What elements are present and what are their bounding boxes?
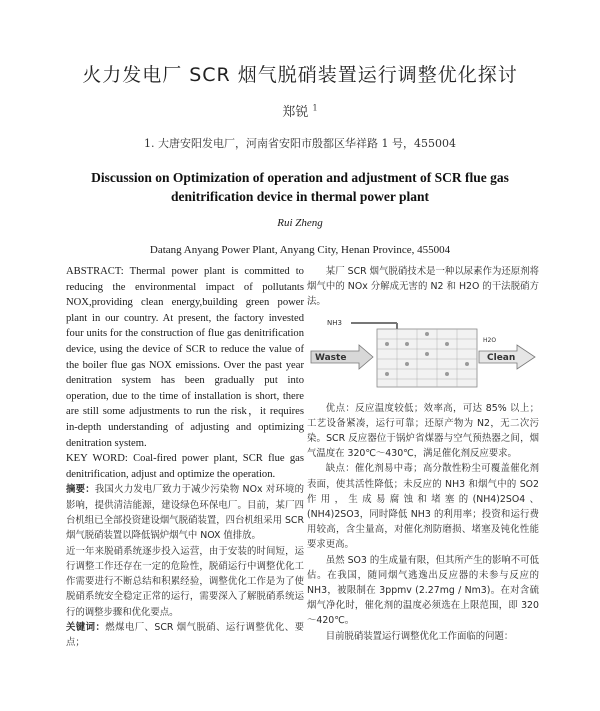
author-superscript: 1 bbox=[312, 103, 318, 113]
keyword-cn-text: 燃煤电厂、SCR 烟气脱硝、运行调整优化、要点； bbox=[66, 621, 304, 649]
disadvantages-para: 缺点：催化剂易中毒；高分散性粉尘可覆盖催化剂表面，使其活性降低；未反应的 NH3 和烟气中的 SO2 作用，生成易腐蚀和堵塞的(NH4)2SO4、(NH4)2SO3，同时降低 NH3 的利用率；投资和运行费用较高，含尘量高，对催化剂防磨损、堵塞及钝化性能要求更高。 bbox=[307, 463, 539, 551]
keywords-cn bbox=[66, 620, 304, 651]
affiliation-cn: 1. 大唐安阳发电厂，河南省安阳市殷都区华祥路 1 号，455004 bbox=[144, 137, 456, 150]
abstract-cn-label: 摘要： bbox=[66, 484, 95, 496]
abstract-cn-p1 bbox=[66, 482, 304, 543]
scr-intro: 某厂 SCR 烟气脱硝技术是一种以尿素作为还原剂将烟气中的 NOx 分解成无害的 N2 和 H2O 的干法脱硝方法。 bbox=[307, 266, 539, 308]
paper-title-cn: 火力发电厂 SCR 烟气脱硝装置运行调整优化探讨 bbox=[82, 64, 518, 86]
abstract-en bbox=[66, 264, 304, 451]
author-en: Rui Zheng bbox=[277, 217, 323, 229]
abstract-cn-text: 我国火力发电厂致力于减少污染物 NOx 对环境的影响，提供清洁能源，建设绿色环保电厂。目前，某厂四台机组已全部投资建设烟气脱硝装置，四台机组采用 SCR 烟气脱硝装置以降低锅炉烟气中 NOX 值排放。 bbox=[66, 484, 304, 542]
abstract-cn-p2: 近一年来脱硝系统逐步投入运营，由于安装的时间短，运行调整工作还存在一定的危险性，脱硝运行中调整优化工作需要进行不断总结和积累经验，调整优化工作是为了使脱硝系统安全稳定正常的运行，需要深入了解脱硝系统运行的调整步骤和优化要点。 bbox=[66, 545, 304, 618]
abstract-text: Thermal power plant is committed to reducing the environmental impact of pollutants NOX,providing clean energy,building green power plant in our country. At present, the factory invested four units for the construction of flue gas denitrification device, using the device of SCR to reduce the value of the boiler flue gas NOX emissions. Over the past year denitration system has been gradually put into operation, due to the time of installation is short, there are still some adjustments to run the risk，it requires in-depth understanding of adjusting and optimizing denitration system. bbox=[66, 266, 304, 449]
paper-title-en: Discussion on Optimization of operation and adjustment of SCR flue gas denitrification device in thermal power plant bbox=[91, 170, 509, 204]
author-name-cn: 郑锐 bbox=[282, 105, 309, 120]
keyword-label: KEY WORD: bbox=[66, 453, 128, 465]
clean-label: Clean bbox=[487, 352, 516, 363]
affiliation-en: Datang Anyang Power Plant, Anyang City, Henan Province, 455004 bbox=[149, 244, 451, 256]
author-cn bbox=[0, 101, 600, 120]
keywords-en bbox=[66, 451, 304, 482]
left-column bbox=[66, 264, 304, 651]
h2o-label: H2O bbox=[483, 336, 497, 344]
keyword-text: Coal-fired power plant, SCR flue gas denitrification, adjust and optimize the operation. bbox=[66, 453, 304, 480]
abstract-label: ABSTRACT: bbox=[66, 266, 124, 277]
nh3-label: NH3 bbox=[327, 318, 342, 327]
advantages-para: 优点：反应温度较低；效率高，可达 85% 以上；工艺设备紧凑，运行可靠；还原产物为 N2，无二次污染。SCR 反应器位于锅炉省煤器与空气预热器之间，烟气温度在 320℃～430℃，满足催化剂反应要求。 bbox=[307, 402, 539, 460]
catalyst-block bbox=[377, 329, 477, 387]
so3-para: 虽然 SO3 的生成量有限，但其所产生的影响不可低估。在我国，随同烟气逃逸出反应器的未参与反应的 NH3，被限制在 3ppmv (2.27mg / Nm3)。在对含硫烟气净化时，催化剂的温度必须选在上限范围，即 320～420℃。 bbox=[307, 554, 539, 627]
scr-process-diagram bbox=[307, 313, 539, 397]
right-column bbox=[307, 264, 539, 644]
problems-intro: 目前脱硝装置运行调整优化工作面临的问题： bbox=[325, 630, 514, 642]
waste-label: Waste bbox=[315, 352, 347, 363]
keyword-cn-label: 关键词： bbox=[66, 621, 106, 633]
